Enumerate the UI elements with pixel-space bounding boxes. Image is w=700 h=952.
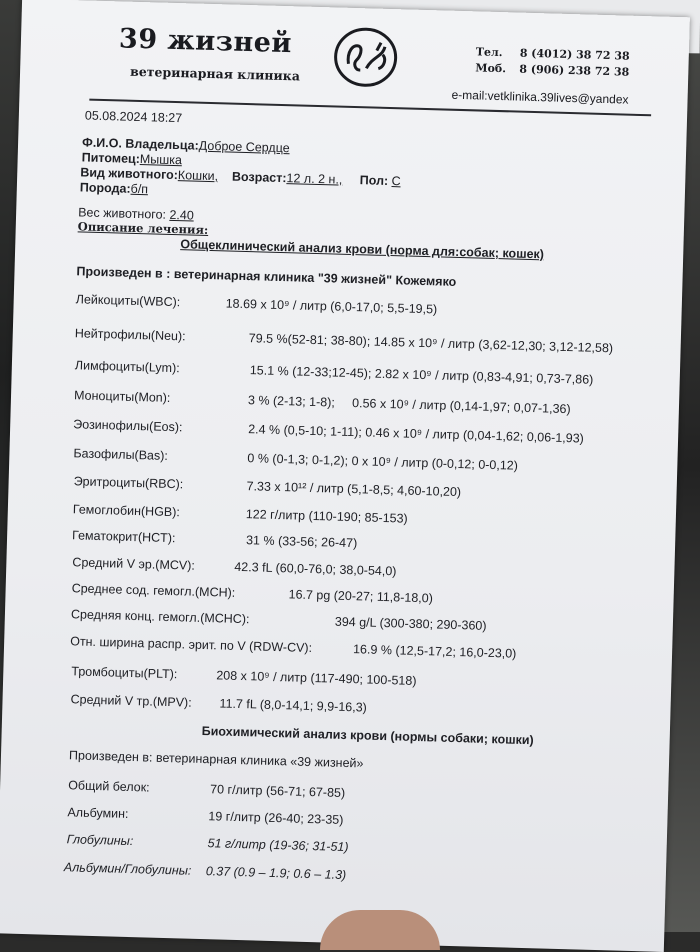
pet-label: Питомец: (81, 150, 141, 167)
pet-value: Мышка (139, 152, 183, 168)
age-value: 12 л. 2 н., (286, 171, 343, 187)
species-label: Вид животного: (80, 165, 179, 183)
biochem-performed: Произведен в: ветеринарная клиника «39 жизней» (68, 748, 364, 771)
cbc-value-mpv: 11.7 fL (8,0-14,1; 9,9-16,3) (219, 696, 367, 715)
weight-value: 2.40 (169, 207, 194, 223)
weight-label: Вес животного: (77, 205, 167, 222)
tel-label: Тел. (475, 45, 503, 60)
biochem-value-globulin: 51 г/литр (19-36; 31-51) (207, 836, 349, 855)
sex-value: С (391, 174, 401, 189)
breed-line (80, 180, 149, 196)
cbc-value-bas: 0 % (0-1,3; 0-1,2); 0 x 10⁹ / литр (0-0,12; 0-0,12) (247, 451, 519, 473)
cbc-name-mon: Моноциты(Mon): (73, 388, 171, 405)
cbc-value-mchc: 394 g/L (300-380; 290-360) (334, 614, 487, 633)
clinic-subtitle: ветеринарная клиника (129, 63, 301, 84)
cbc-name-rbc: Эритроциты(RBC): (73, 474, 184, 492)
cbc-name-rdw: Отн. ширина распр. эрит. по V (RDW-CV): (70, 634, 313, 656)
cbc-name-mpv: Средний V тр.(MPV): (70, 692, 192, 710)
biochem-name-albumin: Альбумин: (67, 805, 129, 821)
species-value: Кошки, (177, 168, 219, 184)
biochem-name-globulin: Глобулины: (66, 832, 134, 849)
tel-number: 8 (4012) 38 72 38 (519, 46, 630, 63)
cbc-value-hct: 31 % (33-56; 26-47) (245, 533, 358, 551)
mob-label: Моб. (475, 61, 507, 76)
cbc-value-hgb: 122 г/литр (110-190; 85-153) (245, 507, 408, 526)
clinic-email: e-mail:vetklinika.39lives@yandex (451, 87, 629, 107)
sex-label: Пол: (359, 173, 389, 188)
biochem-name-alb-glob-ratio: Альбумин/Глобулины: (63, 860, 192, 878)
cbc-name-hct: Гематокрит(HCT): (71, 528, 176, 546)
breed-value: б/п (130, 181, 149, 197)
cbc-name-hgb: Гемоглобин(HGB): (72, 502, 181, 520)
treatment-label: Описание лечения: (77, 219, 209, 237)
biochem-value-albumin: 19 г/литр (26-40; 23-35) (208, 809, 344, 827)
cbc-value-rdw: 16.9 % (12,5-17,2; 16,0-23,0) (352, 642, 517, 661)
biochem-title: Биохимический анализ крови (нормы собаки; кошки) (201, 723, 534, 748)
cbc-value-wbc: 18.69 x 10⁹ / литр (6,0-17,0; 5,5-19,5) (225, 296, 438, 317)
owner-value: Доброе Сердце (198, 138, 290, 156)
cbc-name-wbc: Лейкоциты(WBC): (75, 292, 181, 310)
biochem-name-total-protein: Общий белок: (67, 778, 150, 795)
thumb (320, 910, 440, 950)
cbc-value-neu: 79.5 %(52-81; 38-80); 14.85 x 10⁹ / литр (3,62-12,30; 3,12-12,58) (248, 331, 614, 356)
cbc-value-mon: 3 % (2-13; 1-8); 0.56 x 10⁹ / литр (0,14-1,97; 0,07-1,36) (247, 393, 571, 417)
cbc-name-mch: Среднее сод. гемогл.(MCH): (71, 581, 236, 600)
biochem-value-alb-glob-ratio: 0.37 (0.9 – 1.9; 0.6 – 1.3) (205, 864, 347, 883)
cbc-value-plt: 208 x 10⁹ / литр (117-490; 100-518) (216, 668, 417, 688)
cbc-value-rbc: 7.33 x 10¹² / литр (5,1-8,5; 4,60-10,20) (246, 479, 462, 500)
age-label: Возраст: (231, 169, 287, 186)
report-datetime: 05.08.2024 18:27 (84, 108, 183, 126)
pet-line (82, 150, 183, 167)
breed-label: Порода: (79, 180, 131, 196)
mob-number: 8 (906) 238 72 38 (519, 62, 630, 79)
cbc-name-eos: Эозинофилы(Eos): (73, 417, 183, 435)
biochem-value-total-protein: 70 г/литр (56-71; 67-85) (209, 782, 346, 800)
cbc-name-neu: Нейтрофилы(Neu): (74, 326, 186, 344)
cbc-title: Общеклинический анализ крови (норма для:собак; кошек) (180, 237, 545, 262)
clinic-name: 39 жизней (118, 23, 293, 60)
cbc-name-mchc: Средняя конц. гемогл.(MCHC): (70, 607, 250, 627)
cbc-value-lym: 15.1 % (12-33;12-45); 2.82 x 10⁹ / литр (0,83-4,91; 0,73-7,86) (249, 363, 594, 387)
cbc-value-eos: 2.4 % (0,5-10; 1-11); 0.46 x 10⁹ / литр (0,04-1,62; 0,06-1,93) (248, 422, 584, 446)
cbc-name-plt: Тромбоциты(PLT): (71, 664, 178, 682)
cbc-value-mcv: 42.3 fL (60,0-76,0; 38,0-54,0) (234, 559, 397, 579)
cat-dog-circle-logo-icon (332, 25, 400, 89)
cbc-name-bas: Базофилы(Bas): (73, 446, 169, 463)
cbc-name-lym: Лимфоциты(Lym): (74, 358, 180, 376)
cbc-value-mch: 16.7 pg (20-27; 11,8-18,0) (288, 587, 434, 606)
cbc-name-mcv: Средний V эр.(MCV): (72, 555, 196, 573)
owner-label: Ф.И.О. Владельца: (81, 135, 199, 153)
cbc-performed: Произведен в : ветеринарная клиника "39 жизней" Кожемяко (76, 264, 457, 289)
